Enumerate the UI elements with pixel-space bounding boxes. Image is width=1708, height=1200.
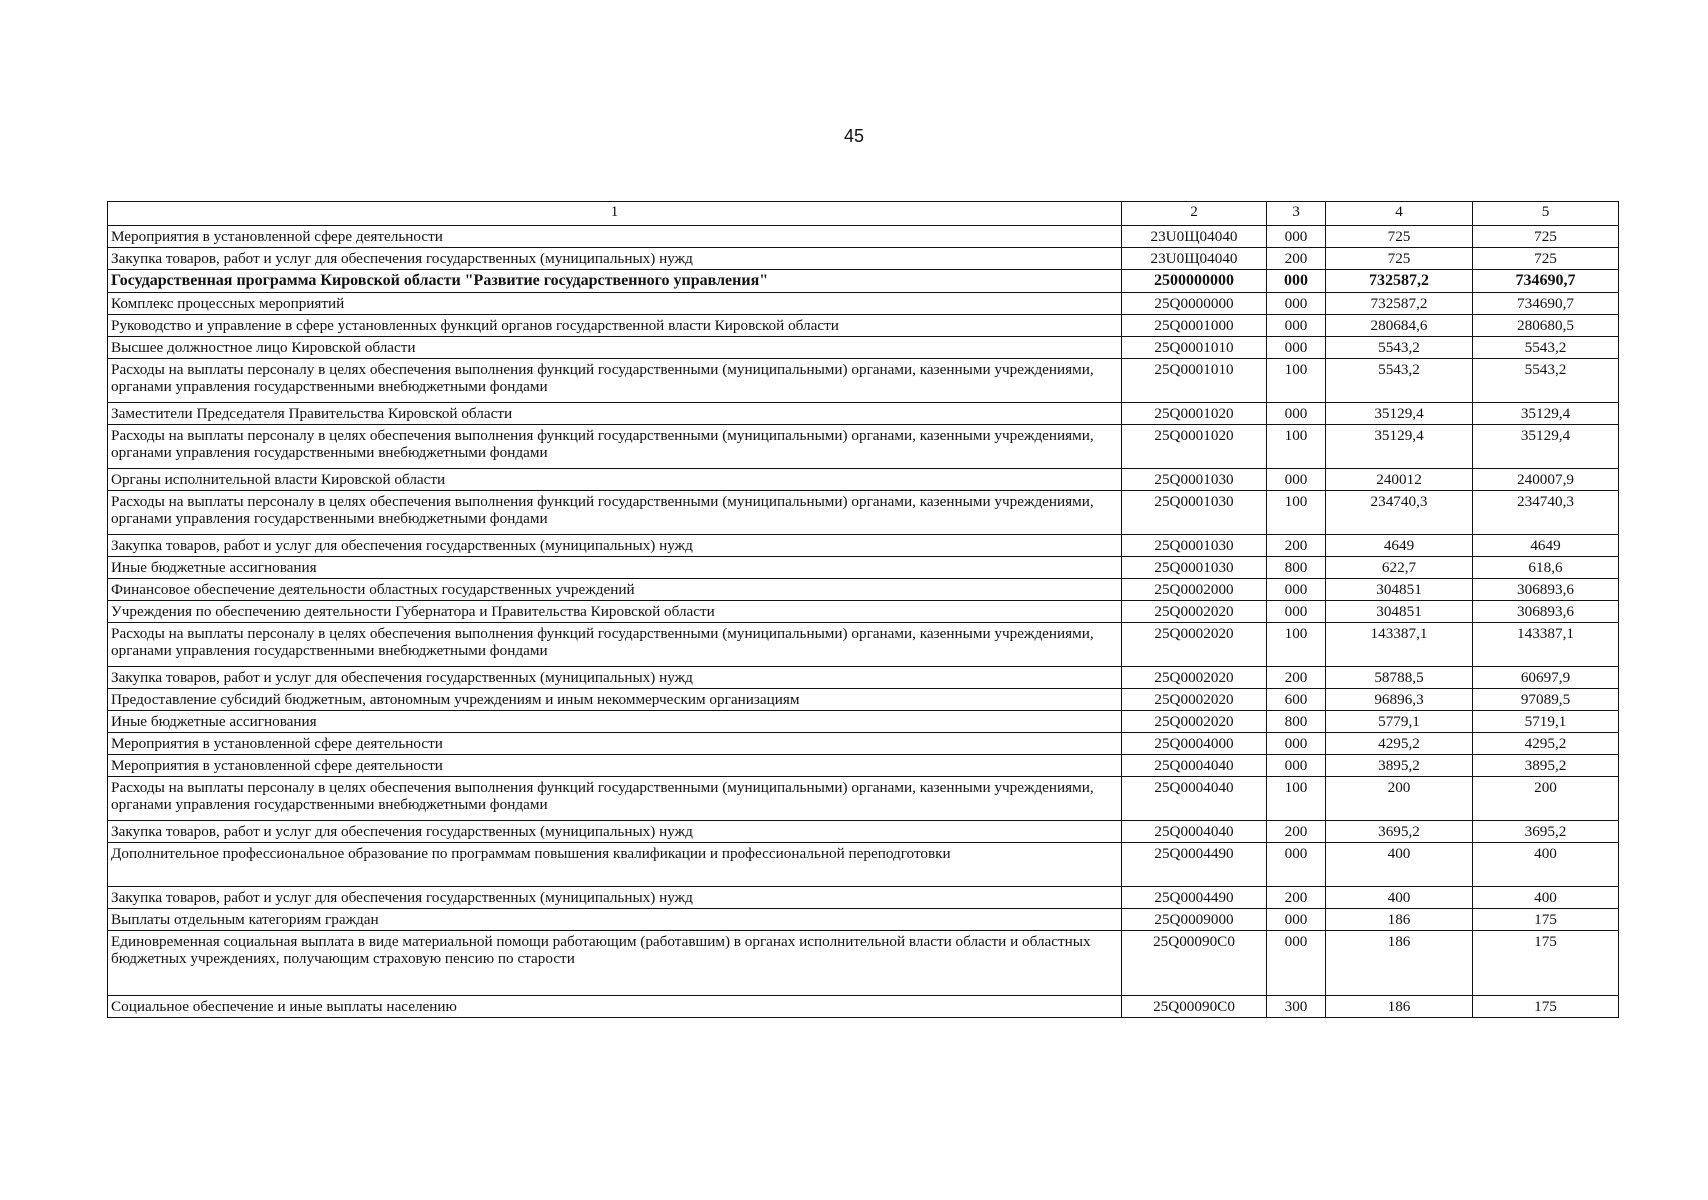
table-row [108,226,1619,248]
cell-v1: 186 [1326,996,1473,1018]
cell-kvr: 000 [1267,601,1326,623]
cell-kvr: 000 [1267,403,1326,425]
cell-name: Расходы на выплаты персоналу в целях обеспечения выполнения функций государственными (муниципальными) органами, казенными учреждениями, органами управления государственными внебюджетными фондами [108,777,1122,821]
cell-v1: 58788,5 [1326,667,1473,689]
cell-v1: 725 [1326,226,1473,248]
cell-kvr: 200 [1267,667,1326,689]
cell-v2: 306893,6 [1473,579,1619,601]
header-row [108,202,1619,226]
cell-name: Государственная программа Кировской области "Развитие государственного управления" [108,270,1122,293]
cell-code: 25Q0001030 [1122,557,1267,579]
table-row [108,711,1619,733]
table-row [108,689,1619,711]
cell-v2: 725 [1473,226,1619,248]
cell-name: Расходы на выплаты персоналу в целях обеспечения выполнения функций государственными (муниципальными) органами, казенными учреждениями, органами управления государственными внебюджетными фондами [108,359,1122,403]
table-row [108,248,1619,270]
cell-v2: 175 [1473,909,1619,931]
cell-code: 25Q0004040 [1122,755,1267,777]
cell-kvr: 000 [1267,755,1326,777]
cell-v1: 5543,2 [1326,359,1473,403]
cell-kvr: 000 [1267,469,1326,491]
table-row [108,996,1619,1018]
table-row [108,667,1619,689]
cell-code: 25Q0001020 [1122,425,1267,469]
cell-name: Заместители Председателя Правительства Кировской области [108,403,1122,425]
cell-code: 25Q0001030 [1122,535,1267,557]
cell-kvr: 000 [1267,315,1326,337]
cell-name: Социальное обеспечение и иные выплаты населению [108,996,1122,1018]
cell-v2: 4295,2 [1473,733,1619,755]
cell-code: 25Q00090C0 [1122,996,1267,1018]
table-row [108,843,1619,887]
cell-v1: 622,7 [1326,557,1473,579]
cell-name: Иные бюджетные ассигнования [108,557,1122,579]
cell-v1: 400 [1326,887,1473,909]
cell-v2: 734690,7 [1473,270,1619,293]
cell-kvr: 100 [1267,425,1326,469]
cell-code: 25Q0002020 [1122,623,1267,667]
cell-code: 2500000000 [1122,270,1267,293]
table-row [108,270,1619,293]
cell-kvr: 200 [1267,248,1326,270]
cell-v1: 732587,2 [1326,293,1473,315]
cell-name: Закупка товаров, работ и услуг для обеспечения государственных (муниципальных) нужд [108,821,1122,843]
cell-v1: 35129,4 [1326,425,1473,469]
cell-v1: 3695,2 [1326,821,1473,843]
cell-code: 25Q0004490 [1122,843,1267,887]
cell-v1: 5779,1 [1326,711,1473,733]
cell-name: Органы исполнительной власти Кировской области [108,469,1122,491]
table-row [108,755,1619,777]
cell-kvr: 600 [1267,689,1326,711]
cell-v2: 175 [1473,996,1619,1018]
column-header: 2 [1122,202,1267,226]
cell-kvr: 100 [1267,777,1326,821]
table-row [108,887,1619,909]
cell-name: Комплекс процессных мероприятий [108,293,1122,315]
cell-v2: 60697,9 [1473,667,1619,689]
cell-kvr: 100 [1267,623,1326,667]
cell-name: Высшее должностное лицо Кировской области [108,337,1122,359]
cell-v1: 200 [1326,777,1473,821]
cell-kvr: 000 [1267,843,1326,887]
cell-v2: 35129,4 [1473,425,1619,469]
table-row [108,579,1619,601]
cell-v2: 280680,5 [1473,315,1619,337]
cell-kvr: 800 [1267,711,1326,733]
cell-v1: 304851 [1326,601,1473,623]
cell-kvr: 000 [1267,931,1326,996]
cell-kvr: 800 [1267,557,1326,579]
cell-v2: 5719,1 [1473,711,1619,733]
cell-v2: 240007,9 [1473,469,1619,491]
cell-name: Предоставление субсидий бюджетным, автономным учреждениям и иным некоммерческим организациям [108,689,1122,711]
cell-code: 25Q0004000 [1122,733,1267,755]
cell-kvr: 000 [1267,579,1326,601]
column-header: 5 [1473,202,1619,226]
cell-v1: 304851 [1326,579,1473,601]
table-row [108,535,1619,557]
table-row [108,931,1619,996]
cell-v2: 400 [1473,843,1619,887]
cell-v1: 234740,3 [1326,491,1473,535]
cell-code: 25Q0001030 [1122,491,1267,535]
cell-v2: 175 [1473,931,1619,996]
table-row [108,821,1619,843]
cell-v2: 734690,7 [1473,293,1619,315]
cell-v2: 143387,1 [1473,623,1619,667]
cell-v1: 143387,1 [1326,623,1473,667]
cell-kvr: 000 [1267,293,1326,315]
cell-v1: 186 [1326,909,1473,931]
cell-v2: 234740,3 [1473,491,1619,535]
cell-kvr: 000 [1267,270,1326,293]
cell-v1: 280684,6 [1326,315,1473,337]
cell-v1: 240012 [1326,469,1473,491]
cell-code: 25Q0001000 [1122,315,1267,337]
cell-kvr: 100 [1267,359,1326,403]
table-row [108,909,1619,931]
cell-v2: 725 [1473,248,1619,270]
cell-kvr: 000 [1267,337,1326,359]
cell-v1: 732587,2 [1326,270,1473,293]
cell-name: Закупка товаров, работ и услуг для обеспечения государственных (муниципальных) нужд [108,667,1122,689]
table-row [108,315,1619,337]
cell-code: 25Q0001010 [1122,337,1267,359]
table-row [108,403,1619,425]
cell-v1: 4649 [1326,535,1473,557]
cell-code: 23U0Щ04040 [1122,248,1267,270]
cell-v1: 96896,3 [1326,689,1473,711]
cell-name: Расходы на выплаты персоналу в целях обеспечения выполнения функций государственными (муниципальными) органами, казенными учреждениями, органами управления государственными внебюджетными фондами [108,491,1122,535]
cell-kvr: 300 [1267,996,1326,1018]
cell-v2: 5543,2 [1473,359,1619,403]
cell-kvr: 000 [1267,733,1326,755]
table-row [108,601,1619,623]
cell-name: Учреждения по обеспечению деятельности Губернатора и Правительства Кировской области [108,601,1122,623]
cell-name: Дополнительное профессиональное образование по программам повышения квалификации и профессиональной переподготовки [108,843,1122,887]
cell-name: Закупка товаров, работ и услуг для обеспечения государственных (муниципальных) нужд [108,248,1122,270]
cell-code: 25Q00090C0 [1122,931,1267,996]
cell-code: 25Q0001020 [1122,403,1267,425]
table-row [108,733,1619,755]
cell-kvr: 100 [1267,491,1326,535]
cell-name: Мероприятия в установленной сфере деятельности [108,733,1122,755]
cell-v1: 4295,2 [1326,733,1473,755]
cell-v2: 306893,6 [1473,601,1619,623]
cell-v2: 35129,4 [1473,403,1619,425]
cell-name: Закупка товаров, работ и услуг для обеспечения государственных (муниципальных) нужд [108,535,1122,557]
cell-code: 25Q0000000 [1122,293,1267,315]
cell-code: 25Q0004040 [1122,777,1267,821]
cell-name: Мероприятия в установленной сфере деятельности [108,226,1122,248]
table-row [108,623,1619,667]
cell-name: Расходы на выплаты персоналу в целях обеспечения выполнения функций государственными (муниципальными) органами, казенными учреждениями, органами управления государственными внебюджетными фондами [108,623,1122,667]
cell-name: Мероприятия в установленной сфере деятельности [108,755,1122,777]
cell-code: 23U0Щ04040 [1122,226,1267,248]
table-row [108,557,1619,579]
cell-name: Руководство и управление в сфере установленных функций органов государственной власти Кировской области [108,315,1122,337]
cell-kvr: 000 [1267,226,1326,248]
cell-kvr: 200 [1267,887,1326,909]
cell-name: Расходы на выплаты персоналу в целях обеспечения выполнения функций государственными (муниципальными) органами, казенными учреждениями, органами управления государственными внебюджетными фондами [108,425,1122,469]
cell-v1: 186 [1326,931,1473,996]
table-row [108,293,1619,315]
cell-code: 25Q0004040 [1122,821,1267,843]
cell-kvr: 200 [1267,821,1326,843]
cell-code: 25Q0002020 [1122,667,1267,689]
column-header: 4 [1326,202,1473,226]
table-row [108,425,1619,469]
cell-code: 25Q0001030 [1122,469,1267,491]
table-row [108,777,1619,821]
cell-v1: 400 [1326,843,1473,887]
cell-name: Единовременная социальная выплата в виде материальной помощи работающим (работавшим) в органах исполнительной власти области и областных бюджетных учреждениях, получающим страховую пенсию по старости [108,931,1122,996]
cell-v2: 200 [1473,777,1619,821]
cell-v2: 3895,2 [1473,755,1619,777]
cell-v1: 5543,2 [1326,337,1473,359]
table-row [108,337,1619,359]
cell-v2: 4649 [1473,535,1619,557]
table-row [108,359,1619,403]
cell-v1: 725 [1326,248,1473,270]
cell-code: 25Q0002020 [1122,711,1267,733]
budget-table [107,201,1619,1018]
cell-kvr: 000 [1267,909,1326,931]
cell-kvr: 200 [1267,535,1326,557]
table-row [108,469,1619,491]
cell-v2: 97089,5 [1473,689,1619,711]
cell-v2: 400 [1473,887,1619,909]
table-row [108,491,1619,535]
column-header: 1 [108,202,1122,226]
cell-code: 25Q0001010 [1122,359,1267,403]
cell-v2: 618,6 [1473,557,1619,579]
column-header: 3 [1267,202,1326,226]
page-number: 45 [843,126,865,146]
cell-v2: 3695,2 [1473,821,1619,843]
cell-v1: 35129,4 [1326,403,1473,425]
cell-code: 25Q0002020 [1122,601,1267,623]
cell-name: Выплаты отдельным категориям граждан [108,909,1122,931]
cell-v1: 3895,2 [1326,755,1473,777]
cell-name: Иные бюджетные ассигнования [108,711,1122,733]
cell-code: 25Q0004490 [1122,887,1267,909]
cell-name: Финансовое обеспечение деятельности областных государственных учреждений [108,579,1122,601]
cell-code: 25Q0009000 [1122,909,1267,931]
cell-code: 25Q0002020 [1122,689,1267,711]
cell-name: Закупка товаров, работ и услуг для обеспечения государственных (муниципальных) нужд [108,887,1122,909]
cell-v2: 5543,2 [1473,337,1619,359]
cell-code: 25Q0002000 [1122,579,1267,601]
